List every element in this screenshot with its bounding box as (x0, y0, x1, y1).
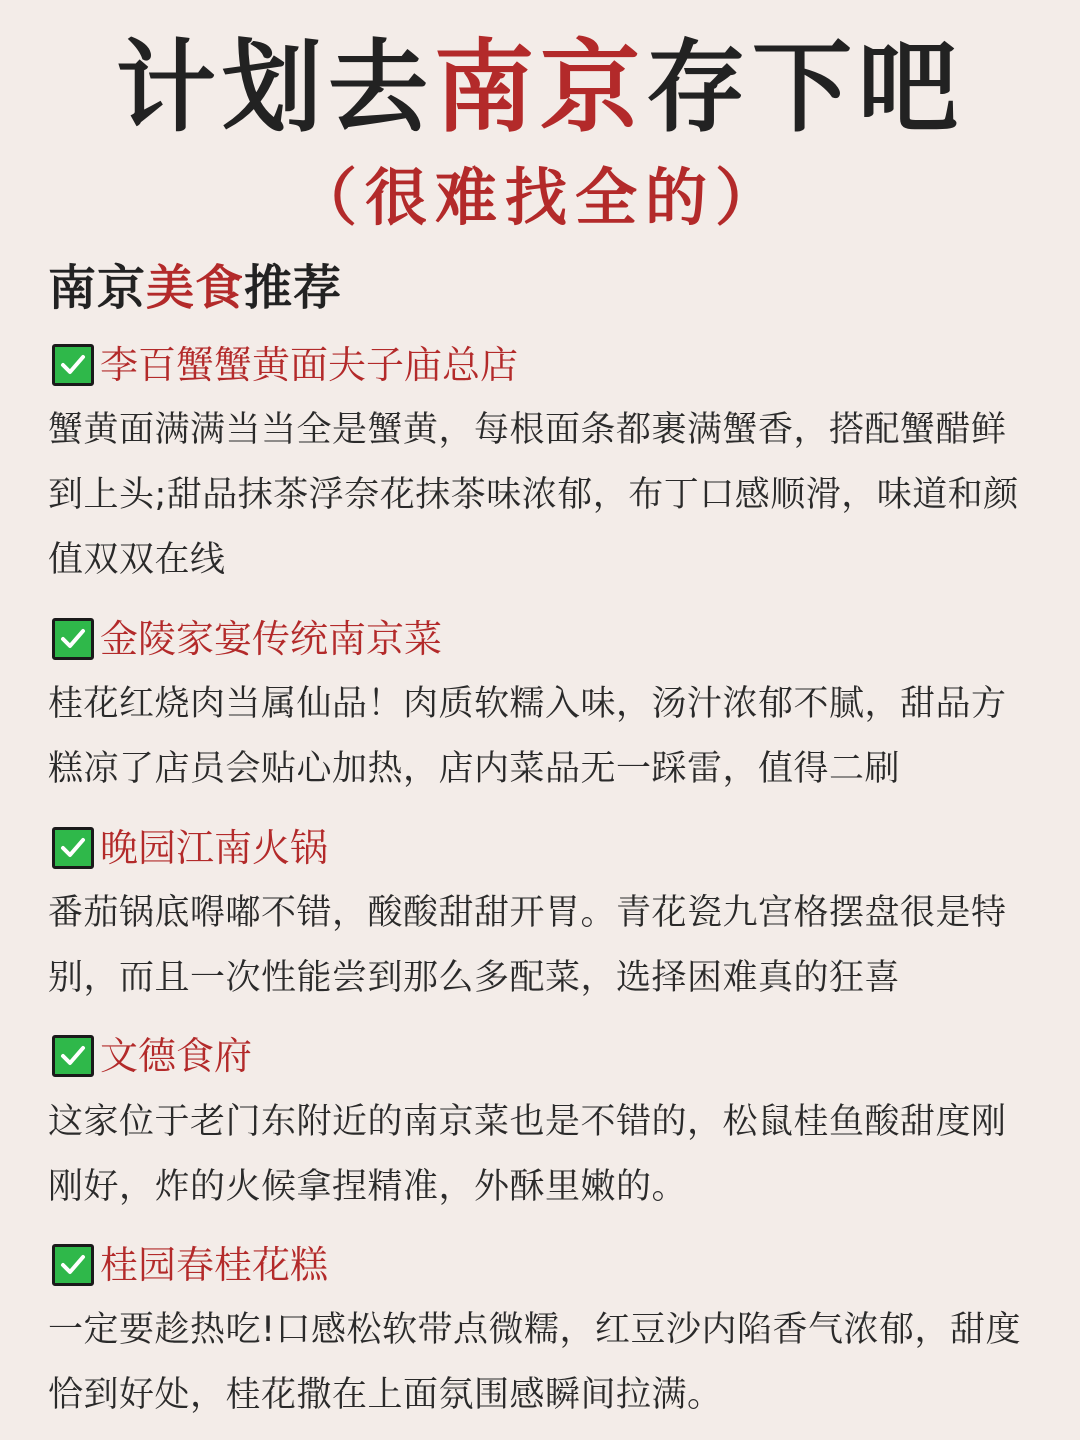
item-title (52, 826, 328, 870)
item-description: 一定要趁热吃!口感松软带点微糯，红豆沙内陷香气浓郁，甜度恰到好处，桂花撒在上面氛围感瞬间拉满。 (48, 1310, 1022, 1415)
item-description: 番茄锅底嘚嘟不错，酸酸甜甜开胃。青花瓷九宫格摆盘很是特别，而且一次性能尝到那么多配菜，选择困难真的狂喜 (48, 893, 1007, 998)
item-title (52, 617, 442, 661)
item-title (52, 1243, 328, 1287)
item-title (52, 1034, 252, 1078)
page-subtitle: （很难找全的） (294, 161, 785, 234)
item-name: 桂园春桂花糕 (100, 1243, 329, 1287)
title-part2: 存下吧 (646, 29, 964, 146)
check-box-icon (52, 618, 94, 660)
heading-accent: 美食 (146, 260, 245, 316)
check-box-icon (52, 1244, 94, 1286)
check-box-icon (52, 1035, 94, 1077)
check-box-icon (52, 344, 94, 386)
item-name: 金陵家宴传统南京菜 (100, 617, 443, 661)
item-name: 李百蟹蟹黄面夫子庙总店 (100, 343, 519, 387)
heading-part1: 南京 (48, 260, 147, 316)
item-name: 晚园江南火锅 (100, 826, 329, 870)
item-description: 这家位于老门东附近的南京菜也是不错的，松鼠桂鱼酸甜度刚刚好，炸的火候拿捏精准，外酥里嫩的。 (48, 1102, 1007, 1207)
section-heading (48, 256, 342, 320)
page-title (0, 28, 1080, 148)
title-part1: 计划去 (116, 29, 434, 146)
item-title (52, 343, 518, 387)
check-box-icon (52, 827, 94, 869)
item-description: 桂花红烧肉当属仙品！肉质软糯入味，汤汁浓郁不腻，甜品方糕凉了店员会贴心加热，店内菜品无一踩雷，值得二刷 (48, 684, 1007, 789)
heading-part2: 推荐 (244, 260, 343, 316)
item-description: 蟹黄面满满当当全是蟹黄，每根面条都裹满蟹香，搭配蟹醋鲜到上头;甜品抹茶浮奈花抹茶味浓郁，布丁口感顺滑，味道和颜值双双在线 (48, 410, 1019, 580)
title-accent: 南京 (434, 29, 646, 146)
item-name: 文德食府 (100, 1034, 253, 1078)
